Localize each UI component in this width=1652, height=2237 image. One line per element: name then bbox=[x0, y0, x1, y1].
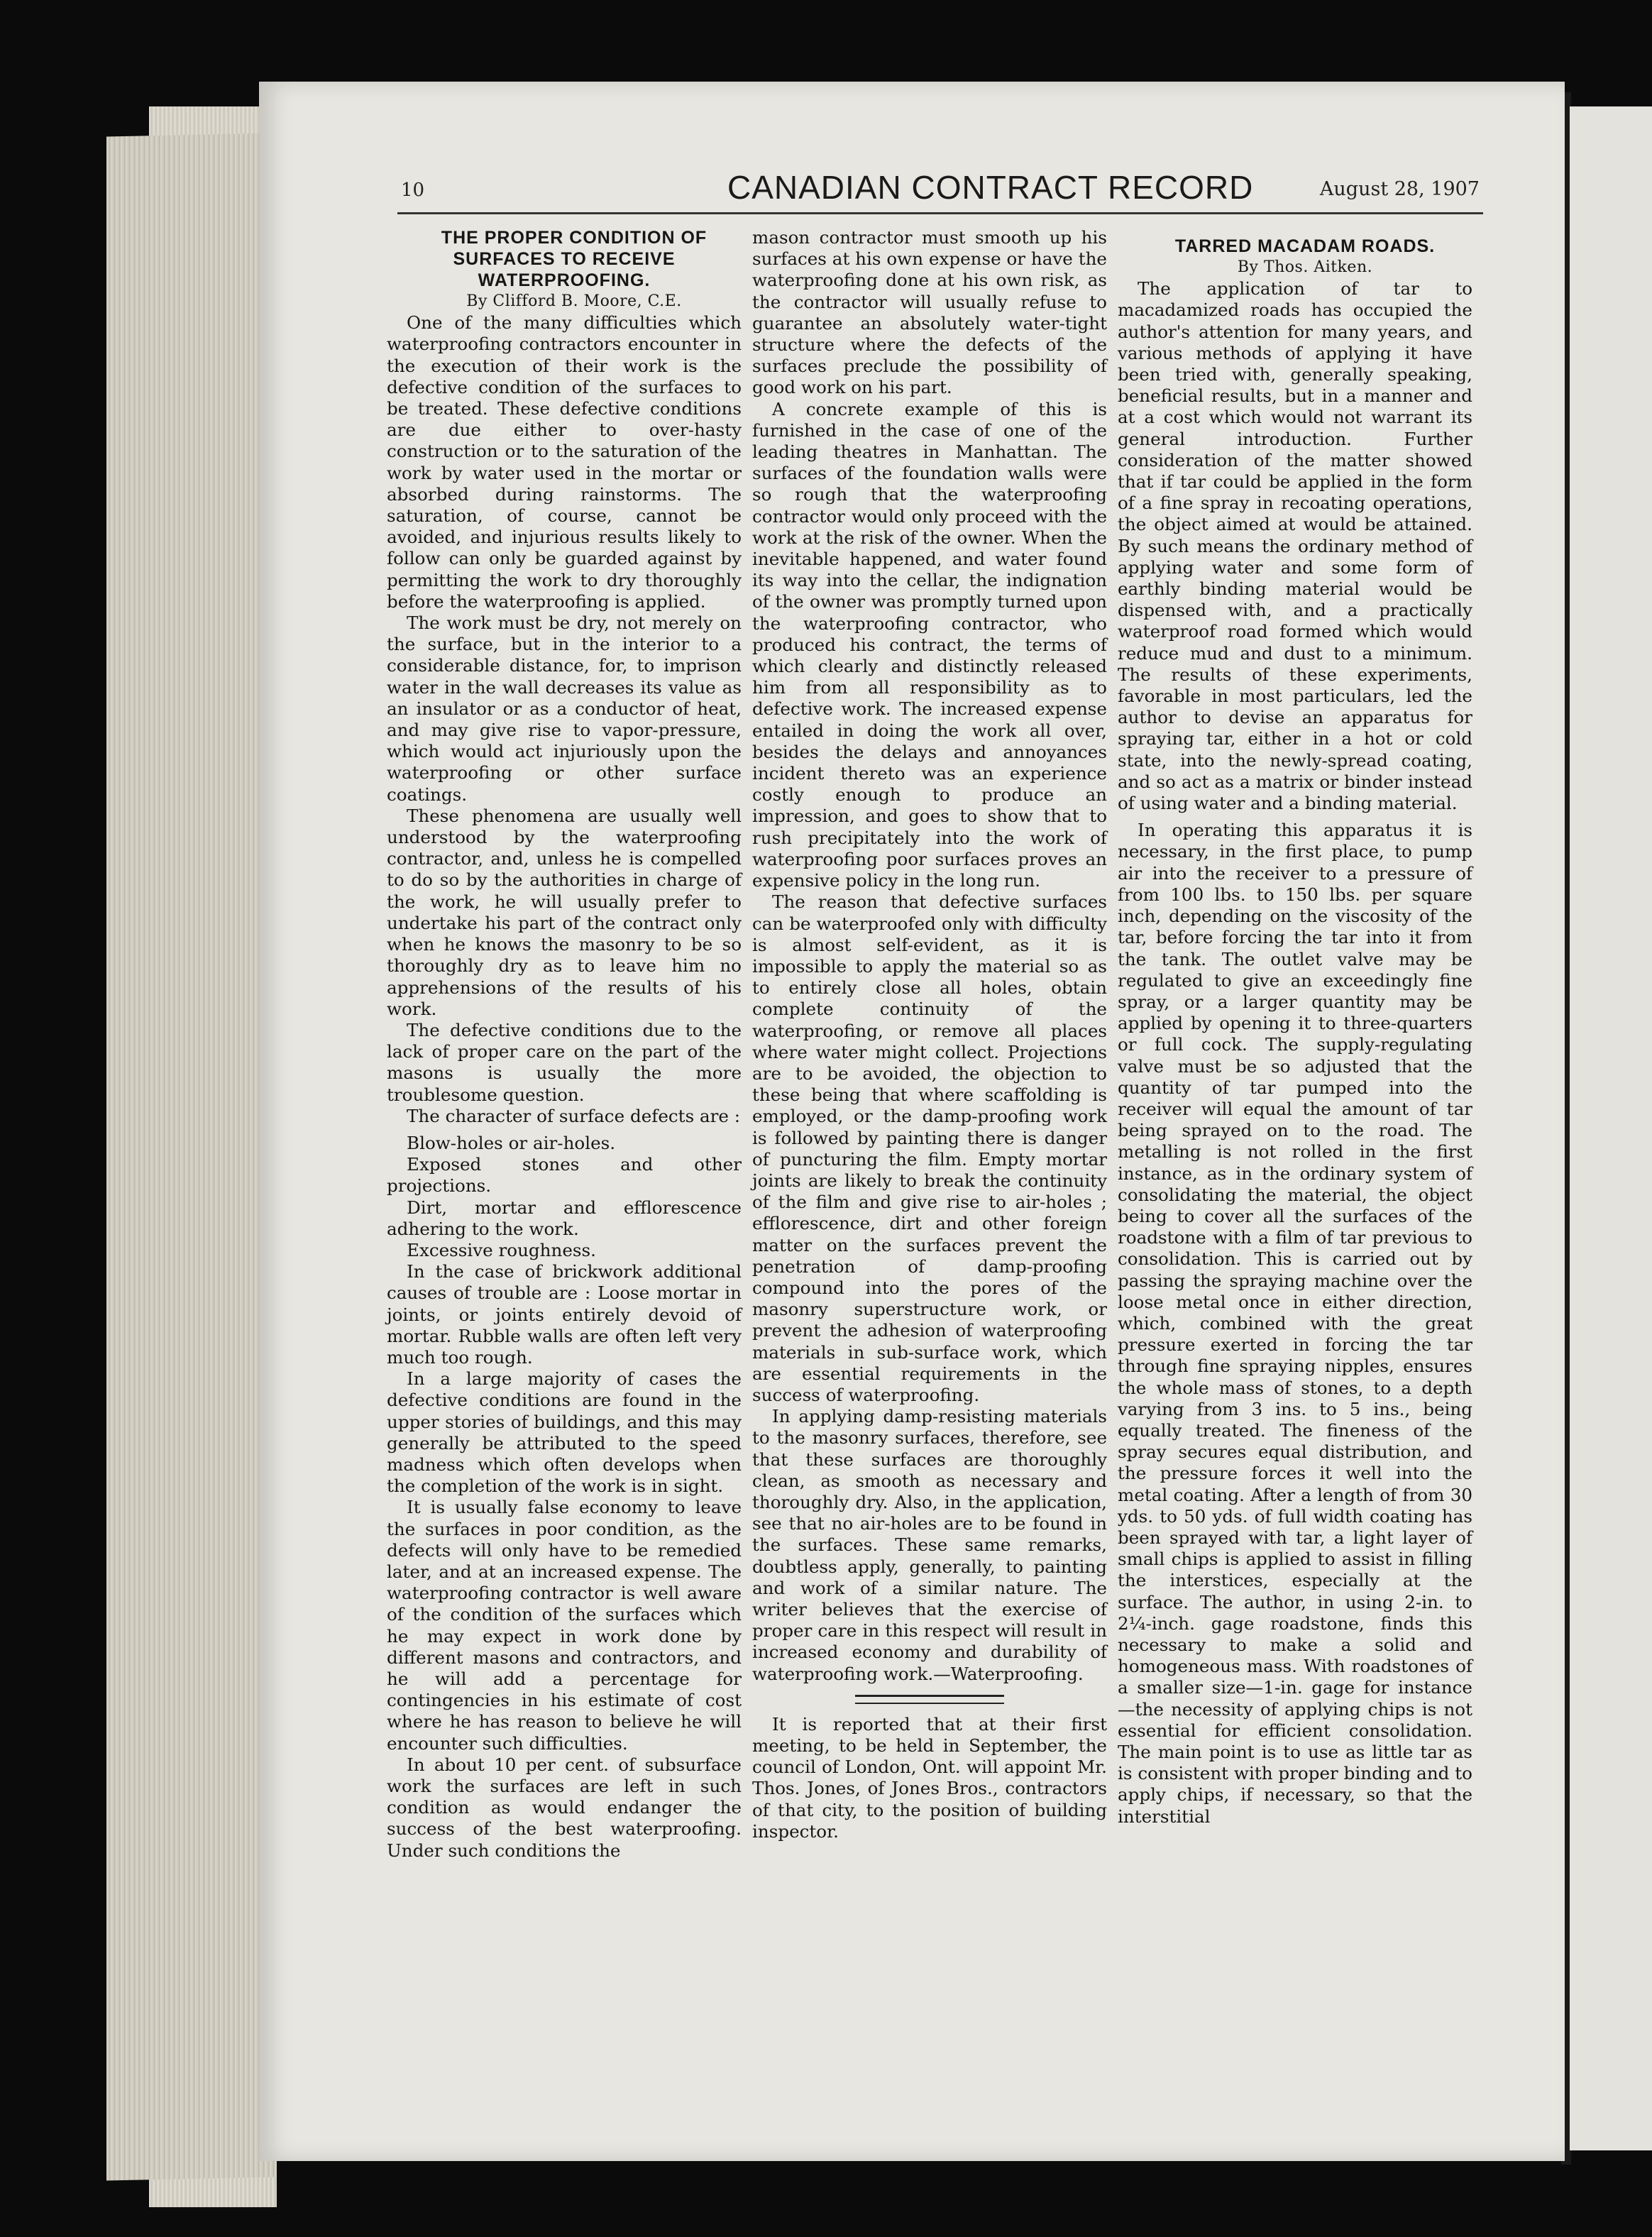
book-page-edges-outer bbox=[106, 133, 277, 2180]
defect-list bbox=[387, 1133, 742, 1261]
column-1 bbox=[387, 227, 742, 1862]
news-notice: It is reported that at their first meeting, to be held in September, the council of London, Ont. will appoint Mr. Thos. Jones, of Jones Bros., contractors of that city, to the position of building inspector. bbox=[752, 1713, 1107, 1842]
header-rule bbox=[397, 212, 1483, 214]
list-item: Blow-holes or air-holes. bbox=[407, 1132, 616, 1153]
list-item: Excessive roughness. bbox=[407, 1239, 596, 1260]
list-item: Exposed stones and other projections. bbox=[387, 1154, 742, 1197]
paragraph: One of the many difficulties which waterproofing contractors encounter in the execution of their work is the defective condition of the surfaces to be treated. These defective conditions are due either to over-hasty construction or to the saturation of the work by water used in the mortar or absorbed during rainstorms. The saturation, of course, cannot be avoided, and injurious results likely to follow can only be guarded against by permitting the work to dry thoroughly before the waterproofing is applied. bbox=[387, 312, 742, 612]
page-number: 10 bbox=[401, 180, 425, 201]
paragraph: The reason that defective surfaces can be waterproofed only with difficulty is almost self-evident, as it is impossible to apply the material so as to entirely close all holes, obtain complete continuity of the waterproofing, or remove all places where water might collect. Projections are to be avoided, the objection to these being that where scaffolding is employed, or the damp-proofing work is followed by painting there is danger of puncturing the film. Empty mortar joints are likely to break the continuity of the film and give rise to air-holes ; efflorescence, dirt and other foreign matter on the surfaces prevent the penetration of damp-proofing compound into the pores of the masonry superstructure work, or prevent the adhesion of waterproofing materials in sub-surface work, which are essential requirements in the success of waterproofing. bbox=[752, 891, 1107, 1405]
paragraph: It is usually false economy to leave the surfaces in poor condition, as the defects will only have to be remedied later, and at an increased expense. The waterproofing contractor is well aware of the condition of the surfaces which he may expect in work done by different masons and contractors, and he will add a percentage for contingencies in his estimate of cost where he has reason to believe he will encounter such difficulties. bbox=[387, 1497, 742, 1754]
article-byline: By Thos. Aitken. bbox=[1237, 258, 1373, 276]
paragraph: In a large majority of cases the defective conditions are found in the upper stories of buildings, and this may generally be attributed to the speed madness which often develops when the completion of the work is in sight. bbox=[387, 1368, 742, 1497]
document-page bbox=[259, 82, 1565, 2161]
paragraph: In about 10 per cent. of subsurface work the surfaces are left in such condition as would endanger the success of the best waterproofing. Under such conditions the bbox=[387, 1754, 742, 1861]
paragraph: In applying damp-resisting materials to the masonry surfaces, therefore, see that these surfaces are thoroughly clean, as smooth as necessary and thoroughly dry. Also, in the application, see that no air-holes are to be found in the surfaces. These same remarks, doubtless apply, generally, to painting and work of a similar nature. The writer believes that the exercise of proper care in this respect will result in increased economy and durability of waterproofing work.—Waterproofing. bbox=[752, 1406, 1107, 1684]
paragraph: In the case of brickwork additional causes of trouble are : Loose mortar in joints, or joints entirely devoid of mortar. Rubble walls are often left very much too rough. bbox=[387, 1261, 742, 1368]
column-2 bbox=[752, 227, 1107, 1842]
list-item: Dirt, mortar and efflorescence adhering to the work. bbox=[387, 1197, 742, 1239]
paragraph: mason contractor must smooth up his surfaces at his own expense or have the waterproofing done at his own risk, as the contractor will usually refuse to guarantee an absolutely water-tight structure where the defects of the surfaces preclude the possibility of good work on his part. bbox=[752, 227, 1107, 398]
facing-page-edge bbox=[1570, 106, 1652, 2150]
column-3 bbox=[1118, 227, 1472, 1827]
paragraph: A concrete example of this is furnished in the case of one of the leading theatres in Manhattan. The surfaces of the foundation walls were so rough that the waterproofing contractor would only proceed with the work at the risk of the owner. When the inevitable happened, and water found its way into the cellar, the indignation of the owner was promptly turned upon the waterproofing contractor, who produced his contract, the terms of which clearly and distinctly released him from all responsibility as to defective work. The increased expense entailed in doing the work all over, besides the delays and annoyances incident thereto was an experience costly enough to produce an impression, and goes to show that to rush precipitately into the work of waterproofing poor surfaces proves an expensive policy in the long run. bbox=[752, 398, 1107, 891]
article-title: TARRED MACADAM ROADS. bbox=[1174, 236, 1436, 256]
paragraph: The application of tar to macadamized roads has occupied the author's attention for many years, and various methods of applying it have been tried with, generally speaking, beneficial results, but in a manner and at a cost which would not warrant its general introduction. Further consideration of the matter showed that if tar could be applied in the form of a fine spray in recoating operations, the object aimed at would be attained. By such means the ordinary method of applying water and some form of earthly binding material would be dispensed with, and a practically waterproof road formed which would reduce mud and dust to a minimum. The results of these experiments, favorable in most particulars, led the author to devise an apparatus for spraying tar, either in a hot or cold state, into the newly-spread coating, and so act as a matrix or binder instead of using water and a binding material. bbox=[1118, 278, 1472, 814]
paragraph: The character of surface defects are : bbox=[407, 1105, 741, 1126]
paragraph: These phenomena are usually well understood by the waterproofing contractor, and, unless he is compelled to do so by the authorities in charge of the work, he will usually prefer to undertake his part of the contract only when he knows the masonry to be so thoroughly dry as to leave him no apprehensions of the results of his work. bbox=[387, 805, 742, 1019]
paragraph: The work must be dry, not merely on the surface, but in the interior to a considerable distance, for, to imprison water in the wall decreases its value as an insulator or as a conductor of heat, and may give rise to vapor-pressure, which would act injuriously upon the waterproofing or other surface coatings. bbox=[387, 612, 742, 805]
publication-title: CANADIAN CONTRACT RECORD bbox=[727, 169, 1254, 206]
section-divider bbox=[855, 1695, 1004, 1704]
article-byline: By Clifford B. Moore, C.E. bbox=[466, 292, 682, 310]
page-header bbox=[401, 165, 1480, 215]
paragraph: The defective conditions due to the lack of proper care on the part of the masons is usually the more troublesome question. bbox=[387, 1019, 742, 1105]
paragraph: In operating this apparatus it is necessary, in the first place, to pump air into the receiver to a pressure of from 100 lbs. to 150 lbs. per square inch, depending on the viscosity of the tar, before forcing the tar into it from the tank. The outlet valve may be regulated to give an exceedingly fine spray, or a larger quantity may be applied by opening it to three-quarters or full cock. The supply-regulating valve must be so adjusted that the quantity of tar pumped into the receiver will equal the amount of tar being sprayed on to the road. The metalling is not rolled in the first instance, as in the ordinary system of consolidating the material, the object being to cover all the surfaces of the roadstone with a film of tar previous to consolidation. This is carried out by passing the spraying machine over the loose metal once in either direction, which, combined with the great pressure exerted in forcing the tar through fine spraying nipples, ensures the whole mass of stones, to a depth varying from 3 ins. to 5 ins., being equally treated. The fineness of the spray secures equal distribution, and the pressure forces it well into the metal coating. After a length of from 30 yds. to 50 yds. of full width coating has been sprayed with tar, a light layer of small chips is applied to assist in filling the interstices, especially at the surface. The author, in using 2-in. to 2¼-inch. gage roadstone, finds this necessary to make a solid and homogeneous mass. With roadstones of a smaller size—1-in. gage for instance—the necessity of applying chips is not essential for efficient consolidation. The main point is to use as little tar as is consistent with proper binding and to apply chips, if necessary, so that the interstitial bbox=[1118, 820, 1472, 1827]
issue-date: August 28, 1907 bbox=[1319, 178, 1480, 200]
article-title: THE PROPER CONDITION OF SURFACES TO RECEIVE WATERPROOFING. bbox=[441, 228, 707, 290]
